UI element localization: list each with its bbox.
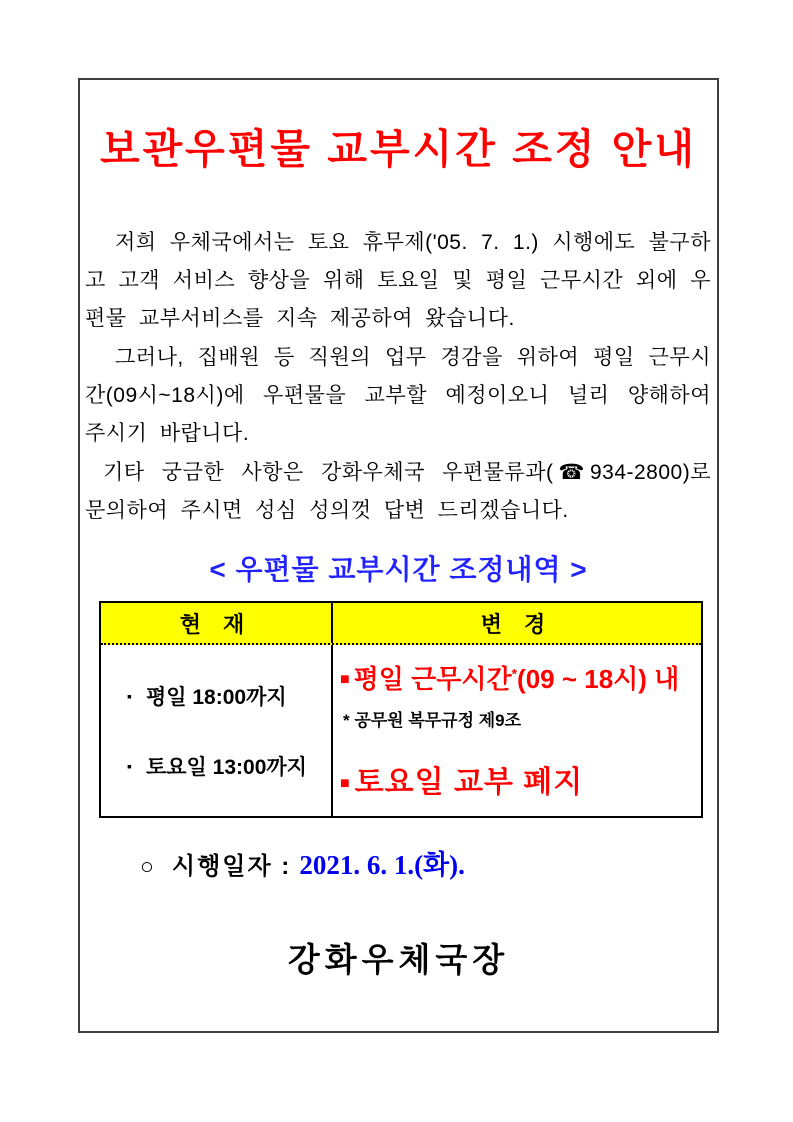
adjustment-table (99, 601, 703, 818)
section-heading-adjustment-details: < 우편물 교부시간 조정내역 > (209, 554, 588, 585)
table-header-row (101, 603, 701, 645)
paragraph-contact: 기타 궁금한 사항은 강화우체국 우편물류과(☎934-2800)로 문의하여 주시면 성심 성의껏 답변 드리겠습니다. (85, 461, 711, 522)
current-item-weekday (127, 681, 287, 711)
footnote-asterisk-marker: * (511, 665, 518, 682)
square-bullet-icon: ■ (340, 775, 351, 792)
table-cell-changed (333, 645, 701, 816)
changed-item-saturday-text: 토요일 교부 폐지 (354, 766, 584, 799)
current-item-weekday-text: 평일 18:00까지 (145, 686, 287, 709)
current-item-saturday-text: 토요일 13:00까지 (145, 756, 307, 779)
changed-item-weekday (340, 659, 679, 696)
signature-postmaster: 강화우체국장 (287, 941, 510, 978)
small-square-bullet-icon: ▪ (127, 758, 132, 774)
changed-item-weekday-text: 평일 근무시간 (353, 664, 512, 694)
table-body-row (101, 645, 701, 816)
changed-item-footnote: * 공무원 복무규정 제9조 (343, 711, 522, 730)
effective-date-label: 시행일자 : (171, 853, 292, 880)
changed-item-weekday-hours: (09 ~ 18시) 내 (517, 664, 680, 694)
paragraph-change-reason: 그러나, 집배원 등 직원의 업무 경감을 위하여 평일 근무시간(09시~18시)에 우편물을 교부할 예정이오니 널리 양해하여 주시기 바랍니다. (85, 346, 711, 445)
table-cell-current (101, 645, 333, 816)
current-item-saturday (127, 751, 307, 781)
square-bullet-icon: ■ (340, 671, 350, 688)
small-square-bullet-icon: ▪ (127, 688, 132, 704)
paragraph-intro: 저희 우체국에서는 토요 휴무제('05. 7. 1.) 시행에도 불구하고 고객 서비스 향상을 위해 토요일 및 평일 근무시간 외에 우편물 교부서비스를 지속 제공하여 왔습니다. (85, 231, 711, 330)
effective-date-line (140, 843, 465, 882)
page-border (78, 78, 719, 1033)
page-title: 보관우편물 교부시간 조정 안내 (99, 126, 698, 172)
table-header-changed: 변 경 (480, 612, 554, 637)
circle-list-marker-icon: ○ (140, 853, 156, 879)
changed-item-saturday (340, 757, 583, 801)
effective-date-value: 2021. 6. 1.(화). (299, 850, 465, 880)
table-header-current: 현 재 (101, 603, 333, 643)
